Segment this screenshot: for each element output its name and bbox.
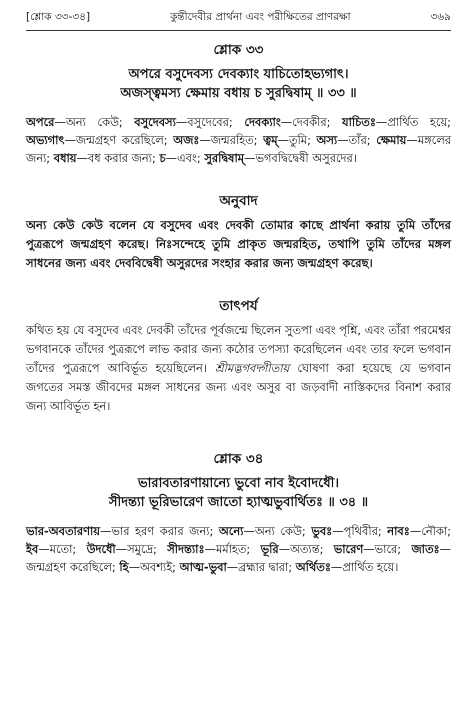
verse-33-synonyms bbox=[26, 113, 451, 168]
synonym-term: আত্ম-ভুবা bbox=[179, 560, 227, 575]
synonym-meaning: —অন্য কেউ; bbox=[54, 115, 135, 129]
synonym-meaning: —বসুদেবের; bbox=[175, 115, 245, 129]
synonym-meaning: —ভগবদ্বিদ্বেষী অসুরদের। bbox=[244, 151, 357, 166]
synonym-meaning: —অন্য কেউ; bbox=[243, 523, 312, 538]
synonym-meaning: —ব্রহ্মার দ্বারা; bbox=[226, 560, 296, 575]
synonym-meaning: —অত্যন্ত; bbox=[278, 541, 334, 556]
synonym-term: অপরে bbox=[26, 115, 55, 129]
synonym-meaning: —সমুদ্রে; bbox=[115, 541, 168, 556]
purport-scripture-title: শ্রীমদ্ভগবদ্গীতায় bbox=[215, 360, 290, 375]
synonym-term: ভার-অবতারণায় bbox=[26, 523, 101, 538]
synonym-meaning: —প্রার্থিত হয়ে; bbox=[375, 115, 451, 129]
verse-34-line-1: ভারাবতারণায়ান্যে ভুবো নাব ইবোদধৌ। bbox=[137, 475, 340, 491]
synonym-term: ভুবঃ bbox=[311, 523, 333, 538]
purport-heading: তাৎপর্য bbox=[219, 297, 258, 314]
synonym-term: অস্য bbox=[316, 133, 338, 148]
synonym-meaning: —বধ করার জন্য; bbox=[76, 151, 160, 166]
header-chapter-title: কুন্তীদেবীর প্রার্থনা এবং পরীক্ষিতের প্রাণরক্ষা bbox=[170, 11, 351, 23]
verse-33-line-1: অপরে বসুদেবস্য দেবক্যাং যাচিতোহভ্যগাৎ। bbox=[128, 67, 349, 82]
translation-text: অন্য কেউ কেউ বলেন যে বসুদেব এবং দেবকী তোমার কাছে প্রার্থনা করায় তুমি তাঁদের পুত্ররূপে জন্মগ্রহণ করেছ। নিঃসন্দেহে তুমি প্রাকৃত জন্মরহিত, তথাপি তুমি তাঁদের মঙ্গল সাধনের জন্য এবং দেববিদ্বেষী অসুরদের সংহার করার জন্য জন্মগ্রহণ করেছ। bbox=[26, 217, 451, 270]
synonym-meaning: —পৃথিবীর; bbox=[332, 523, 388, 538]
synonym-term: হি bbox=[119, 560, 129, 575]
synonym-term: ইব bbox=[26, 541, 39, 556]
verse-33-heading: শ্লোক ৩৩ bbox=[213, 42, 264, 58]
synonym-meaning: —জন্মগ্রহণ করেছিলে; bbox=[26, 541, 451, 575]
synonym-term: ভূরি bbox=[260, 541, 279, 556]
synonym-term: অজঃ bbox=[173, 133, 200, 148]
verse-34-synonyms bbox=[26, 522, 451, 577]
synonym-meaning: —ভার হরণ করার জন্য; bbox=[100, 523, 219, 538]
synonym-meaning: —জন্মরহিত; bbox=[199, 133, 264, 148]
synonym-meaning: —তাঁর; bbox=[337, 133, 377, 148]
synonym-meaning: —এবং; bbox=[165, 151, 205, 166]
verse-34-heading: শ্লোক ৩৪ bbox=[213, 450, 264, 467]
synonym-meaning: —দেবকীর; bbox=[280, 115, 343, 129]
synonym-meaning: —মতো; bbox=[38, 541, 87, 556]
synonym-term: অন্যে bbox=[218, 523, 244, 538]
synonym-term: ত্বম্ bbox=[263, 133, 278, 148]
synonym-term: বসুদেবস্য bbox=[134, 115, 176, 129]
synonym-term: ভারেণ bbox=[333, 541, 364, 556]
verse-33-line-2: অজস্ত্বমস্য ক্ষেমায় বধায় চ সুরদ্বিষাম্ ॥ ৩৩ ॥ bbox=[120, 86, 357, 101]
synonym-term: বধায় bbox=[53, 151, 77, 166]
synonym-term: নাবঃ bbox=[387, 523, 410, 538]
synonym-meaning: —অবশ্যই; bbox=[128, 560, 180, 575]
purport-text bbox=[26, 321, 451, 416]
translation-heading: অনুবাদ bbox=[219, 192, 258, 209]
purport-text-start: কথিত হয় যে বসুদেব এবং দেবকী তাঁদের পূর্বজন্মে ছিলেন সুতপা এবং পৃশ্নি, এবং তাঁরা পরমেশ্বর ভগবানকে তাঁদের পুত্ররূপে লাভ করার জন্য কঠোর তপস্যা করেছিলেন এবং তার ফলে ভগবান তাঁদের পুত্ররূপে আবির্ভূত হয়েছিলেন। bbox=[26, 322, 451, 375]
synonym-term: চ bbox=[159, 151, 166, 166]
header-verse-range: [শ্লোক ৩৩-৩৪] bbox=[26, 11, 91, 23]
synonym-term: সুরদ্বিষাম্ bbox=[204, 151, 245, 166]
synonym-term: ক্ষেমায় bbox=[376, 133, 407, 148]
synonym-meaning: —মঙ্গলের জন্য; bbox=[26, 133, 451, 166]
synonym-meaning: —ভারে; bbox=[363, 541, 412, 556]
synonym-term: অর্থিতঃ bbox=[295, 560, 331, 575]
synonym-term: যাচিতঃ bbox=[342, 115, 376, 129]
running-header bbox=[26, 10, 451, 31]
synonym-meaning: —তুমি; bbox=[277, 133, 317, 148]
synonym-term: অভ্যগাৎ bbox=[26, 133, 65, 148]
synonym-meaning: —প্রার্থিত হয়ে। bbox=[330, 560, 399, 575]
synonym-term: জাতঃ bbox=[411, 541, 440, 556]
synonym-meaning: —জন্মগ্রহণ করেছিলে; bbox=[64, 133, 174, 148]
verse-34-line-2: সীদন্ত্যা ভূরিভারেণ জাতো হ্যাত্মভুবার্থিতঃ ॥ ৩৪ ॥ bbox=[108, 494, 369, 510]
synonym-term: সীদন্ত্যাঃ bbox=[167, 541, 205, 556]
synonym-term: উদধৌ bbox=[86, 541, 116, 556]
header-page-number: ৩৬৯ bbox=[430, 11, 451, 23]
synonym-term: দেবক্যাং bbox=[244, 115, 281, 129]
synonym-meaning: —মর্মাহত; bbox=[204, 541, 261, 556]
purport-text-end: ঘোষণা করা হয়েছে যে ভগবান জগতের সমস্ত জীবদের মঙ্গল সাধনের জন্য এবং অসুর বা জড়বাদী নাস্তিকদের বিনাশ করার জন্য আবির্ভূত হন। bbox=[26, 360, 452, 413]
synonym-meaning: —নৌকা; bbox=[409, 523, 451, 538]
